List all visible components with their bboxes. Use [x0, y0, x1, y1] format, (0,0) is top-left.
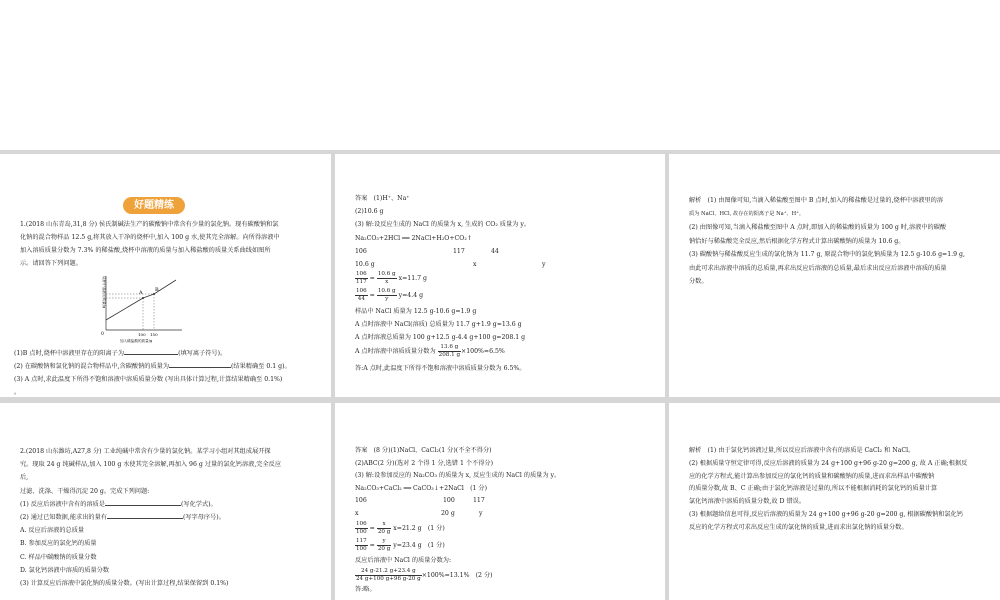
- ans1-line: (3) 解:设反应生成的 NaCl 的质量为 x, 生成的 CO₂ 质量为 y。: [355, 221, 531, 229]
- ans1-line: 样品中 NaCl 质量为 12.5 g-10.6 g=1.9 g: [355, 307, 477, 315]
- q1-stem-line: 加入溶质质量分数为 7.3% 的稀盐酸,烧杯中溶液的质量与加入稀盐酸的质量关系曲线如图所: [20, 247, 271, 254]
- slide-question-2: [0, 403, 331, 600]
- answer-blank-4[interactable]: [107, 512, 183, 519]
- ans2-mass-row: x 20 g y: [355, 510, 483, 518]
- graph-label-b: B: [155, 287, 159, 293]
- exp2-line: 应的化学方程式,能计算出参加反应的氯化钙的质量和碳酸钠的质量,进而求出样品中碳酸钠: [689, 472, 935, 480]
- ans1-line: A 点时溶液总质量为 100 g+12.5 g-4.4 g+100 g=208.1 g: [355, 334, 526, 342]
- ans2-line: (3) 解:设参加反应的 Na₂CO₃ 的质量为 x, 反应生成的 NaCl 的质量为 y。: [355, 472, 561, 480]
- ans1-ratio-row: 106 117 44: [355, 247, 499, 255]
- slide-explanation-1: [669, 154, 1000, 397]
- q2-line: 究。现取 24 g 纯碱样品,加入 100 g 水使其完全溶解,再加入 96 g 过量的氯化钙溶液,完全反应: [20, 461, 282, 469]
- ans1-conclusion: 答:A 点时,此温度下所得不饱和溶液中溶质质量分数为 6.5%。: [355, 365, 526, 373]
- graph-x-label: 加入稀盐酸的质量/g: [120, 339, 153, 343]
- answer-blank-3[interactable]: [105, 499, 181, 506]
- q2-sub2: (2) 通过已知数据,能求出的量有 (写字母序号)。: [20, 514, 225, 522]
- ans2-equation: Na₂CO₃+CaCl₂ ══ CaCO₃↓+2NaCl (1 分): [355, 484, 487, 492]
- ans2-ratio-row: 106 100 117: [355, 497, 485, 505]
- graph-point-a: [142, 297, 144, 299]
- ans1-equation: Na₂CO₃+2HCl ══ 2NaCl+H₂O+CO₂↑: [355, 234, 473, 242]
- graph-point-b: [153, 293, 155, 295]
- exp1-line: 由此可求出溶液中溶质的总质量,再求出反应后溶液的总质量,最后求出反应后溶液中溶质的质量: [689, 264, 947, 272]
- exp1-line: (3) 碳酸钠与稀盐酸反应生成的氯化钠为 11.7 g, 原混合物中的氯化钠质量为 12.5 g-10.6 g=1.9 g,: [689, 251, 965, 258]
- slide-explanation-2: [669, 403, 1000, 600]
- q2-line: 2.(2018 山东潍坊,A27,8 分) 工业纯碱中常含有少量的氯化钠。某学习小组对其组成展开探: [20, 448, 271, 455]
- ans2-proportion-2: $\frac{117}{100}$ = $\frac{y}{20 g}$ y=23.4 g (1 分): [356, 538, 445, 553]
- q2-line: 过滤、洗涤、干燥得沉淀 20 g。完成下列问题:: [20, 487, 150, 495]
- exp1-line: (2) 由图像可知,当滴入稀盐酸至图中 A 点时,即加入的稀盐酸的质量为 100 g 时,溶液中的碳酸: [689, 224, 947, 231]
- ans2-proportion-1: $\frac{106}{100}$ = $\frac{x}{20 g}$ x=21.2 g (1 分): [356, 521, 445, 536]
- answer-blank-1[interactable]: [124, 348, 178, 355]
- q2-sub3: (3) 计算反应后溶液中氯化钠的质量分数。(写出计算过程,结果保留到 0.1%): [20, 580, 229, 588]
- graph-label-a: A: [139, 290, 143, 296]
- ans2-line: 答案 (8 分)(1)NaCl、CaCl₂(1 分)(不全不得分): [355, 447, 492, 454]
- q1-stem-line: 化钠的混合物样品 12.5 g,将其放入干净的烧杯中,加入 100 g 水,使其完全溶解。向所得溶液中: [20, 234, 280, 241]
- ans1-proportion-2: $\frac{106}{44}$ = $\frac{10.6 g}{y}$ y=4.4 g: [356, 287, 424, 302]
- ans1-percent: A 点时溶液中溶质质量分数为 $\frac{13.6 g}{208.1 g}$ ×100%≈6.5%: [355, 344, 505, 359]
- q1-sub3-end: 。: [14, 389, 21, 396]
- exp2-line: 反应的化学方程式可求出反应生成的氯化钠的质量,进而求出氯化钠的质量分数。: [689, 523, 908, 531]
- ans2-percent: $\frac{24 g-21.2 g+23.4 g}{24 g+100 g+96 g-20 g}$ ×100%=13.1% (2 分): [356, 567, 493, 582]
- ans1-line: (2)10.6 g: [355, 208, 384, 216]
- q1-sub3: (3) A 点时,求此温度下所得不饱和溶液中溶质质量分数 (写出具体计算过程,计算结果精确至 0.1%): [14, 376, 283, 383]
- slide-question-1: [0, 154, 331, 397]
- good-questions-badge: 好题精练: [123, 197, 185, 214]
- ans2-conclusion: 答:略。: [355, 585, 376, 593]
- blank-slide-top: [0, 0, 1000, 150]
- q1-stem-line: 1.(2018 山东青岛,31,8 分) 侯氏制碱法生产的碳酸钠中常含有少量的氯化钠。现有碳酸钠和氯: [20, 221, 279, 228]
- graph-curve: [106, 280, 176, 320]
- q1-line-graph: [98, 272, 188, 344]
- q2-option-d: D. 氯化钙溶液中溶质的质量分数: [20, 566, 110, 574]
- q2-option-b: B. 参加反应的氯化钙的质量: [20, 540, 97, 548]
- ans1-mass-row: 10.6 g x y: [355, 260, 546, 268]
- exp2-line: 氯化钙溶液中溶质的质量分数,故 D 错误。: [689, 498, 806, 506]
- exp1-line: 钠恰好与稀盐酸完全反应,然后根据化学方程式计算出碳酸钠的质量为 10.6 g。: [689, 237, 905, 245]
- graph-y-label: 烧杯中溶液的质量/g: [102, 276, 106, 309]
- q1-sub1: (1)B 点时,烧杯中溶液里存在的阳离子为 (填写离子符号)。: [14, 350, 227, 357]
- q2-option-c: C. 样品中碳酸钠的质量分数: [20, 553, 97, 561]
- exp2-line: 的质量分数,故 B、C 正确;由于氯化钙溶液是过量的,所以不能根据消耗的氯化钙的质量计算: [689, 485, 938, 493]
- slide-answer-2: [335, 403, 665, 600]
- exp2-line: (3) 根据题给信息可得,反应后溶液的质量为 24 g+100 g+96 g-20 g=200 g, 根据碳酸钠和氯化钙: [689, 510, 963, 518]
- q2-sub1: (1) 反应后溶液中含有的溶质是 (写化学式)。: [20, 500, 217, 508]
- q2-option-a: A. 反应后溶液的总质量: [20, 527, 85, 535]
- slide-answer-1: [335, 154, 665, 397]
- ans1-line: 答案 (1)H⁺、Na⁺: [355, 195, 410, 202]
- exp2-line: 解析 (1) 由于氯化钙溶液过量,所以反应后溶液中含有的溶质是 CaCl₂ 和 NaCl。: [689, 447, 915, 454]
- graph-tick-150: 150: [150, 332, 158, 337]
- exp1-line: 质为 NaCl、HCl, 故存在的阳离子是 Na⁺、H⁺。: [689, 210, 805, 217]
- exp1-line: 解析 (1) 由图像可知,当滴入稀盐酸至图中 B 点时,加入的稀盐酸是过量的,烧杯中溶液里的溶: [689, 197, 944, 204]
- exp2-line: (2) 根据质量守恒定律可得,反应后溶液的质量为 24 g+100 g+96 g-20 g=200 g, 故 A 正确;根据反: [689, 459, 968, 467]
- ans1-line: A 点时溶液中 NaCl(溶质) 总质量为 11.7 g+1.9 g=13.6 g: [355, 321, 522, 329]
- graph-origin: 0: [101, 332, 104, 337]
- q2-line: 后,: [20, 474, 29, 482]
- exp1-line: 分数。: [689, 278, 708, 285]
- answer-blank-2[interactable]: [169, 361, 231, 368]
- q1-stem-line: 示。请回答下列问题。: [20, 260, 82, 267]
- graph-tick-100: 100: [138, 332, 146, 337]
- ans2-line: 反应后溶液中 NaCl 的质量分数为:: [355, 557, 452, 565]
- ans2-line: (2)ABC(2 分)(选对 2 个得 1 分,选错 1 个不得分): [355, 459, 494, 467]
- ans1-proportion-1: $\frac{106}{117}$ = $\frac{10.6 g}{x}$ x=11.7 g: [356, 270, 427, 285]
- q1-sub2: (2) 在碳酸钠和氯化钠的混合物样品中,含碳酸钠的质量为 (结果精确至 0.1 g)。: [14, 363, 291, 370]
